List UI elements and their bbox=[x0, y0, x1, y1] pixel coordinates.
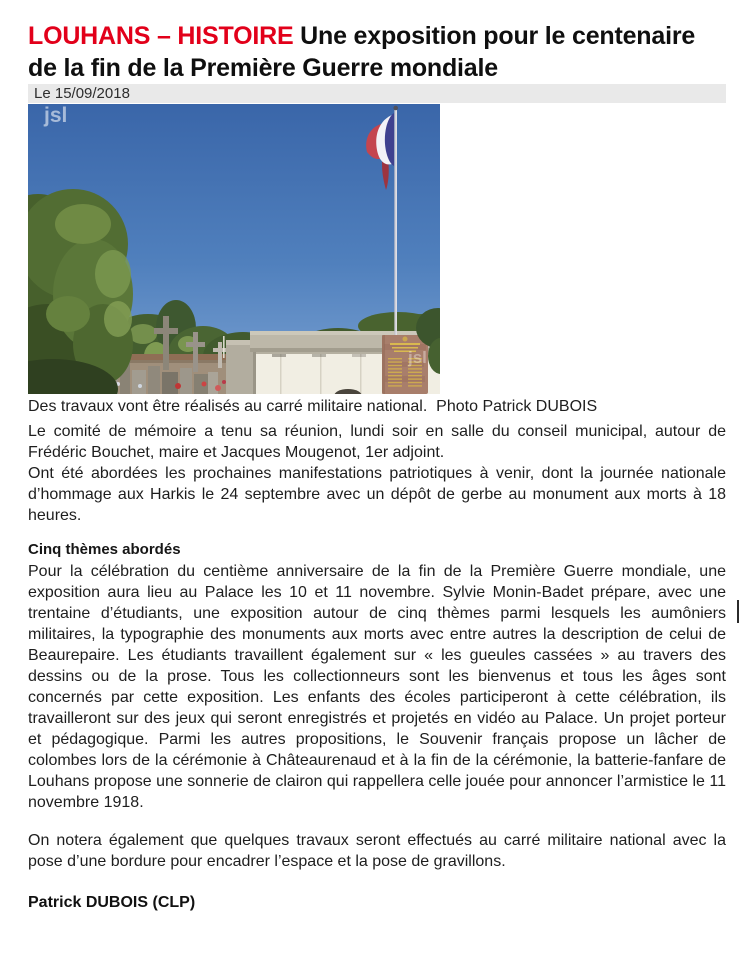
jsl-watermark: jsl bbox=[44, 104, 68, 127]
war-memorial bbox=[382, 335, 428, 394]
photo-caption: Des travaux vont être réalisés au carré militaire national. Photo Patrick DUBOIS bbox=[28, 398, 598, 415]
left-tree bbox=[28, 189, 133, 394]
photo-illustration bbox=[28, 104, 440, 394]
text-caret bbox=[737, 600, 739, 623]
date-bar bbox=[28, 84, 726, 103]
intro-block bbox=[28, 421, 726, 526]
closing-paragraph: On notera également que quelques travaux seront effectués au carré militaire national avec la pose d’une bordure pour encadrer l’espace et la pose de gravillons. bbox=[28, 832, 726, 870]
intro-paragraph: Ont été abordées les prochaines manifestations patriotiques à venir, dont la journée nationale d’hommage aux Harkis le 24 septembre avec un dépôt de gerbe au monument aux morts à 18 heures. bbox=[28, 465, 726, 524]
article-headline bbox=[28, 20, 726, 84]
intro-paragraph: Le comité de mémoire a tenu sa réunion, lundi soir en salle du conseil municipal, autour de Frédéric Bouchet, maire et Jacques Mougenot, 1er adjoint. bbox=[28, 423, 726, 461]
headline-category: LOUHANS – HISTOIRE bbox=[28, 22, 294, 50]
author-byline: Patrick DUBOIS (CLP) bbox=[28, 894, 196, 911]
headline-title: Une exposition pour le centenaire de la fin de la Première Guerre mondiale bbox=[28, 22, 696, 82]
article-photo bbox=[28, 104, 440, 394]
jsl-watermark: jsl bbox=[408, 348, 427, 367]
main-paragraph: Pour la célébration du centième anniversaire de la fin de la Première Guerre mondiale, une exposition aura lieu au Palace les 10 et 11 novembre. Sylvie Monin-Badet prépare, avec une trentaine d’étudiants, une exposition autour de cinq thèmes parmi lesquels les aumôniers militaires, la typographie des monuments aux morts avec entre autres la description de celui de Beaurepaire. Les étudiants travaillent également sur « les gueules cassées » au travers des dessins ou de la prose. Tous les collectionneurs sont les bienvenus et tous les âges sont concernés par cette exposition. Les enfants des écoles participeront à cette célébration, ils travailleront sur des jeux qui seront enregistrés et projetés en vidéo au Palace. Un projet porteur et pédagogique. Parmi les autres propositions, le Souvenir français propose un lâcher de colombes lors de la cérémonie à Châteaurenaud et à la fin de la cérémonie, la batterie-fanfare de Louhans propose une sonnerie de clairon qui rappellera celle jouée pour annoncer l’armistice le 11 novembre 1918. bbox=[28, 563, 726, 811]
section-subheading: Cinq thèmes abordés bbox=[28, 541, 181, 558]
publication-date: Le 15/09/2018 bbox=[34, 85, 130, 102]
